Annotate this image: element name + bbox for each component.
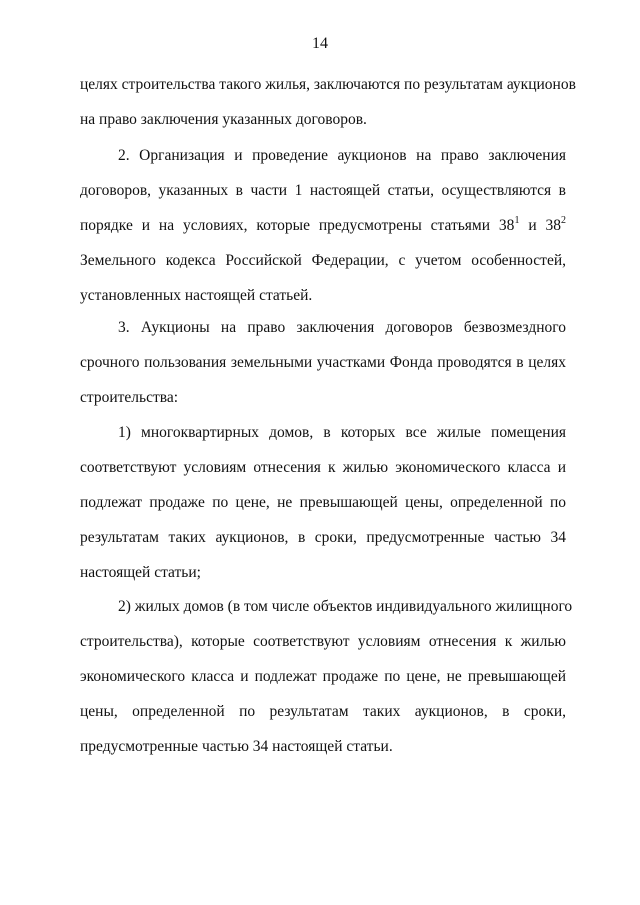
text-fragment: порядке и на условиях, которые предусмотрены статьями 38 bbox=[80, 217, 515, 234]
paragraph-item-2 bbox=[80, 138, 566, 313]
superscript: 2 bbox=[561, 215, 567, 226]
text-line: Земельного кодекса Российской Федерации, с учетом особенностей, bbox=[80, 252, 566, 269]
paragraph-continuation bbox=[80, 67, 576, 137]
text-line: цены, определенной по результатам таких аукционов, в сроки, bbox=[80, 703, 566, 720]
page-number: 14 bbox=[312, 35, 328, 52]
text-line: подлежат продаже по цене, не превышающей цены, определенной по bbox=[80, 494, 566, 511]
text-line: установленных настоящей статьей. bbox=[80, 287, 313, 304]
text-line: на право заключения указанных договоров. bbox=[80, 111, 367, 128]
text-line: предусмотренные частью 34 настоящей статьи. bbox=[80, 738, 393, 755]
text-fragment: и 38 bbox=[519, 217, 562, 234]
sub-item-2 bbox=[80, 589, 573, 764]
text-line: 3. Аукционы на право заключения договоров безвозмездного bbox=[118, 319, 566, 336]
text-line: результатам таких аукционов, в сроки, предусмотренные частью 34 bbox=[80, 529, 566, 546]
sub-item-1 bbox=[80, 415, 566, 590]
paragraph-item-3 bbox=[80, 310, 566, 415]
text-line: 2) жилых домов (в том числе объектов индивидуального жилищного bbox=[118, 598, 573, 615]
text-line: строительства), которые соответствуют условиям отнесения к жилью bbox=[80, 633, 566, 650]
superscript: 1 bbox=[514, 215, 520, 226]
text-line: настоящей статьи; bbox=[80, 564, 201, 581]
text-line-with-superscripts bbox=[80, 208, 566, 243]
text-line: соответствуют условиям отнесения к жилью экономического класса и bbox=[80, 459, 566, 476]
text-line: 2. Организация и проведение аукционов на право заключения bbox=[118, 147, 566, 164]
text-line: целях строительства такого жилья, заключаются по результатам аукционов bbox=[80, 76, 576, 93]
text-line: срочного пользования земельными участками Фонда проводятся в целях bbox=[80, 354, 566, 371]
text-line: 1) многоквартирных домов, в которых все жилые помещения bbox=[118, 424, 566, 441]
text-line: строительства: bbox=[80, 389, 179, 406]
text-line: экономического класса и подлежат продаже по цене, не превышающей bbox=[80, 668, 566, 685]
text-line: договоров, указанных в части 1 настоящей статьи, осуществляются в bbox=[80, 182, 566, 199]
